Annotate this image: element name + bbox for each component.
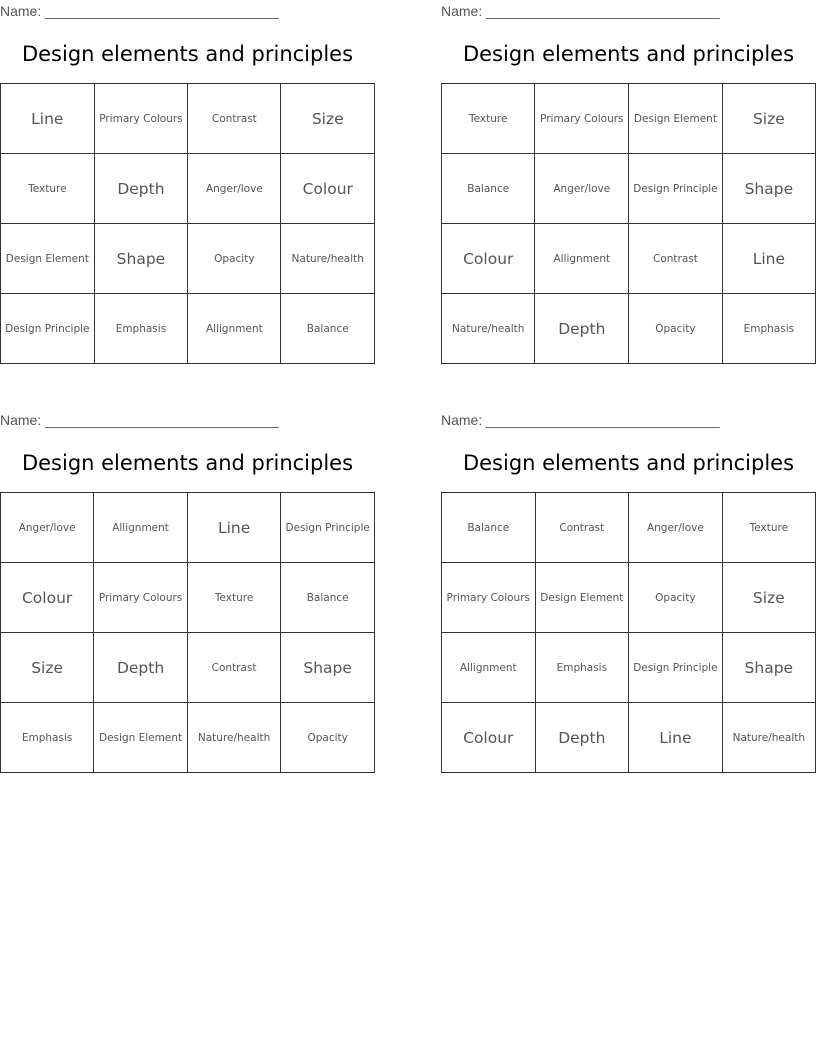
grid-cell: Size — [722, 84, 815, 154]
grid-row — [1, 703, 375, 773]
card-title: Design elements and principles — [21, 451, 354, 475]
grid-cell: Texture — [722, 493, 815, 563]
grid-cell: Contrast — [188, 84, 281, 154]
grid-cell: Anger/love — [188, 154, 281, 224]
grid-cell: Depth — [94, 633, 188, 703]
card-title: Design elements and principles — [462, 451, 795, 475]
grid-cell: Allignment — [188, 294, 281, 364]
grid-cell: Nature/health — [281, 224, 375, 294]
bingo-grid — [441, 83, 816, 364]
grid-row — [442, 154, 816, 224]
grid-cell: Design Element — [94, 703, 188, 773]
grid-row — [1, 294, 375, 364]
grid-cell: Line — [722, 224, 815, 294]
grid-cell: Balance — [442, 154, 535, 224]
grid-row — [442, 563, 816, 633]
grid-cell: Design Element — [535, 563, 629, 633]
grid-cell: Nature/health — [442, 294, 535, 364]
bingo-grid — [0, 492, 375, 773]
grid-cell: Balance — [281, 563, 375, 633]
grid-cell: Line — [629, 703, 723, 773]
grid-cell: Texture — [1, 154, 95, 224]
grid-cell: Contrast — [187, 633, 280, 703]
grid-cell: Size — [1, 633, 94, 703]
grid-cell: Balance — [442, 493, 536, 563]
grid-cell: Line — [187, 493, 280, 563]
name-field-label: Name: ______________________________ — [0, 3, 279, 19]
grid-cell: Contrast — [629, 224, 723, 294]
grid-cell: Opacity — [629, 294, 723, 364]
grid-cell: Opacity — [281, 703, 375, 773]
grid-cell: Texture — [187, 563, 280, 633]
grid-row — [1, 224, 375, 294]
grid-cell: Size — [722, 563, 815, 633]
grid-cell: Colour — [281, 154, 375, 224]
grid-cell: Allignment — [442, 633, 536, 703]
grid-cell: Allignment — [94, 493, 188, 563]
grid-cell: Balance — [281, 294, 375, 364]
name-field-label: Name: ______________________________ — [441, 3, 720, 19]
grid-cell: Emphasis — [535, 633, 629, 703]
grid-row — [1, 563, 375, 633]
grid-cell: Colour — [442, 224, 535, 294]
grid-cell: Opacity — [188, 224, 281, 294]
grid-cell: Depth — [94, 154, 188, 224]
grid-cell: Design Principle — [629, 154, 723, 224]
card-title: Design elements and principles — [21, 42, 354, 66]
name-field-label: Name: ______________________________ — [441, 412, 720, 428]
grid-cell: Design Principle — [629, 633, 723, 703]
grid-row — [442, 84, 816, 154]
grid-cell: Anger/love — [535, 154, 629, 224]
grid-cell: Size — [281, 84, 375, 154]
grid-cell: Design Element — [1, 224, 95, 294]
grid-row — [442, 633, 816, 703]
grid-row — [442, 703, 816, 773]
grid-cell: Allignment — [535, 224, 629, 294]
grid-cell: Anger/love — [1, 493, 94, 563]
grid-cell: Primary Colours — [94, 563, 188, 633]
grid-cell: Primary Colours — [94, 84, 188, 154]
grid-cell: Nature/health — [722, 703, 815, 773]
grid-row — [442, 294, 816, 364]
grid-cell: Design Principle — [1, 294, 95, 364]
grid-cell: Primary Colours — [535, 84, 629, 154]
grid-cell: Shape — [722, 633, 815, 703]
grid-cell: Emphasis — [94, 294, 188, 364]
grid-cell: Opacity — [629, 563, 723, 633]
bingo-grid — [441, 492, 816, 773]
grid-cell: Shape — [94, 224, 188, 294]
card-title: Design elements and principles — [462, 42, 795, 66]
grid-cell: Emphasis — [722, 294, 815, 364]
grid-cell: Design Element — [629, 84, 723, 154]
grid-row — [1, 84, 375, 154]
grid-cell: Shape — [281, 633, 375, 703]
name-field-label: Name: ______________________________ — [0, 412, 279, 428]
bingo-grid — [0, 83, 375, 364]
grid-row — [1, 154, 375, 224]
grid-row — [1, 633, 375, 703]
grid-row — [442, 493, 816, 563]
grid-cell: Colour — [442, 703, 536, 773]
grid-cell: Depth — [535, 294, 629, 364]
grid-row — [442, 224, 816, 294]
grid-cell: Line — [1, 84, 95, 154]
grid-cell: Anger/love — [629, 493, 723, 563]
grid-cell: Primary Colours — [442, 563, 536, 633]
grid-row — [1, 493, 375, 563]
grid-cell: Shape — [722, 154, 815, 224]
grid-cell: Texture — [442, 84, 535, 154]
grid-cell: Emphasis — [1, 703, 94, 773]
grid-cell: Nature/health — [187, 703, 280, 773]
grid-cell: Depth — [535, 703, 629, 773]
grid-cell: Colour — [1, 563, 94, 633]
grid-cell: Contrast — [535, 493, 629, 563]
grid-cell: Design Principle — [281, 493, 375, 563]
